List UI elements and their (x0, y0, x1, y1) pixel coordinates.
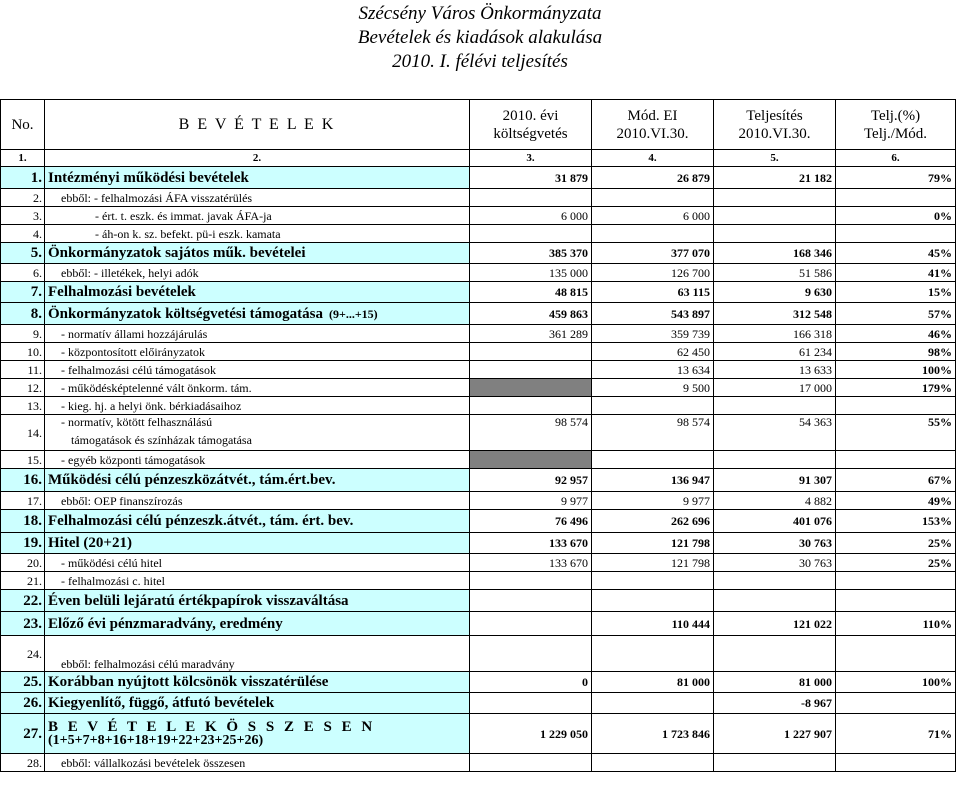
row-label (45, 282, 470, 303)
modified-cell: 1 723 846 (592, 714, 714, 754)
actual-cell (714, 397, 836, 415)
header-no: No. (1, 100, 45, 150)
row-number: 6. (1, 264, 45, 282)
percent-cell: 100% (836, 672, 956, 693)
row-number: 3. (1, 207, 45, 225)
modified-cell: 110 444 (592, 612, 714, 636)
table-row (1, 282, 956, 303)
row-number: 16. (1, 469, 45, 492)
row-number: 24. (1, 636, 45, 672)
modified-cell: 121 798 (592, 533, 714, 554)
row-number: 11. (1, 361, 45, 379)
row-number: 25. (1, 672, 45, 693)
actual-cell: -8 967 (714, 693, 836, 714)
row-number: 28. (1, 754, 45, 772)
table-row (1, 225, 956, 243)
label-suffix: (9+...+15) (328, 306, 378, 321)
header-modified: Mód. EI 2010.VI.30. (592, 100, 714, 150)
modified-cell: 81 000 (592, 672, 714, 693)
actual-cell: 13 633 (714, 361, 836, 379)
table-row (1, 264, 956, 282)
budget-cell (470, 361, 592, 379)
modified-cell: 136 947 (592, 469, 714, 492)
percent-cell: 98% (836, 343, 956, 361)
percent-cell (836, 451, 956, 469)
percent-cell (836, 590, 956, 612)
table-row (1, 590, 956, 612)
modified-cell: 262 696 (592, 510, 714, 533)
row-label (45, 189, 470, 207)
label-text: - működésképtelenné vált önkorm. tám. (61, 380, 252, 395)
percent-cell: 57% (836, 303, 956, 325)
row-label (45, 225, 470, 243)
modified-cell (592, 693, 714, 714)
budget-cell (470, 754, 592, 772)
row-number: 1. (1, 167, 45, 189)
budget-cell: 31 879 (470, 167, 592, 189)
row-label (45, 379, 470, 397)
row-label (45, 325, 470, 343)
row-label (45, 590, 470, 612)
budget-cell: 76 496 (470, 510, 592, 533)
label-text: - normatív állami hozzájárulás (61, 326, 208, 341)
modified-cell (592, 572, 714, 590)
row-label (45, 361, 470, 379)
index-cell: 4. (592, 150, 714, 167)
budget-cell (470, 590, 592, 612)
actual-cell: 21 182 (714, 167, 836, 189)
table-row (1, 451, 956, 469)
modified-cell: 62 450 (592, 343, 714, 361)
table-row (1, 343, 956, 361)
percent-cell (836, 693, 956, 714)
label-text: Korábban nyújtott kölcsönök visszatérülése (48, 674, 329, 690)
revenue-table (0, 99, 956, 772)
label-text: - áh-on k. sz. befekt. pü-i eszk. kamata (95, 226, 281, 241)
percent-cell (836, 189, 956, 207)
row-label (45, 469, 470, 492)
budget-cell: 9 977 (470, 492, 592, 510)
percent-cell (836, 754, 956, 772)
label-text: Felhalmozási bevételek (48, 284, 196, 300)
label-text: - működési célú hitel (61, 555, 162, 570)
index-cell: 2. (45, 150, 470, 167)
label-text: - kieg. hj. a helyi önk. bérkiadásaihoz (61, 398, 242, 413)
table-row (1, 572, 956, 590)
row-number: 5. (1, 243, 45, 264)
row-label (45, 672, 470, 693)
row-label (45, 636, 470, 672)
row-label (45, 243, 470, 264)
modified-cell (592, 225, 714, 243)
row-number: 20. (1, 554, 45, 572)
label-text: ebből: felhalmozási célú maradvány (61, 657, 235, 671)
budget-cell: 459 863 (470, 303, 592, 325)
table-row (1, 189, 956, 207)
row-label (45, 207, 470, 225)
actual-cell: 54 363 (714, 415, 836, 451)
actual-cell (714, 225, 836, 243)
row-label (45, 167, 470, 189)
index-cell: 3. (470, 150, 592, 167)
row-number: 19. (1, 533, 45, 554)
row-number: 2. (1, 189, 45, 207)
modified-cell (592, 636, 714, 672)
percent-cell (836, 225, 956, 243)
label-text: - felhalmozási c. hitel (61, 573, 165, 588)
modified-cell: 377 070 (592, 243, 714, 264)
budget-cell (470, 343, 592, 361)
label-text: Felhalmozási célú pénzeszk.átvét., tám. ért. bev. (48, 513, 354, 529)
table-row (1, 714, 956, 754)
budget-cell (470, 189, 592, 207)
label-text: Előző évi pénzmaradvány, eredmény (48, 615, 283, 632)
table-row (1, 243, 956, 264)
doc-title: Bevételek és kiadások alakulása (357, 27, 603, 48)
row-number: 9. (1, 325, 45, 343)
actual-cell: 166 318 (714, 325, 836, 343)
budget-cell: 385 370 (470, 243, 592, 264)
row-label (45, 397, 470, 415)
actual-cell (714, 451, 836, 469)
label-text: Önkormányzatok költségvetési támogatása (48, 305, 323, 322)
row-number: 15. (1, 451, 45, 469)
table-row (1, 325, 956, 343)
table-row (1, 207, 956, 225)
percent-cell: 45% (836, 243, 956, 264)
modified-cell: 9 977 (592, 492, 714, 510)
label-text: ebből: - illetékek, helyi adók (61, 265, 199, 280)
label-text: Intézményi működési bevételek (48, 169, 249, 186)
label-text: Működési célú pénzeszközátvét., tám.ért.bev. (48, 472, 336, 488)
row-number: 10. (1, 343, 45, 361)
actual-cell (714, 572, 836, 590)
table-row (1, 672, 956, 693)
row-label (45, 343, 470, 361)
budget-cell: 92 957 (470, 469, 592, 492)
modified-cell: 6 000 (592, 207, 714, 225)
label-text: - ért. t. eszk. és immat. javak ÁFA-ja (95, 208, 272, 223)
budget-cell: 98 574 (470, 415, 592, 451)
table-row (1, 510, 956, 533)
label-text: Kiegyenlítő, függő, átfutó bevételek (48, 695, 275, 711)
percent-cell: 55% (836, 415, 956, 451)
row-number: 12. (1, 379, 45, 397)
actual-cell: 4 882 (714, 492, 836, 510)
budget-cell: 133 670 (470, 533, 592, 554)
label-text: Hitel (20+21) (48, 535, 132, 551)
modified-cell: 121 798 (592, 554, 714, 572)
percent-cell: 49% (836, 492, 956, 510)
label-text: - központosított előirányzatok (61, 344, 205, 359)
header-row (1, 100, 956, 150)
table-row (1, 554, 956, 572)
table-row (1, 754, 956, 772)
actual-cell (714, 754, 836, 772)
actual-cell: 30 763 (714, 554, 836, 572)
row-label (45, 451, 470, 469)
row-number: 18. (1, 510, 45, 533)
row-number: 27. (1, 714, 45, 754)
total-formula: (1+5+7+8+16+18+19+22+23+25+26) (48, 732, 264, 748)
actual-cell: 81 000 (714, 672, 836, 693)
row-label (45, 612, 470, 636)
table-row (1, 303, 956, 325)
label-text: Éven belüli lejáratú értékpapírok visszaváltása (48, 592, 349, 609)
row-number: 21. (1, 572, 45, 590)
actual-cell (714, 207, 836, 225)
label-text: ebből: vállalkozási bevételek összesen (61, 755, 246, 770)
budget-cell: 135 000 (470, 264, 592, 282)
percent-cell: 71% (836, 714, 956, 754)
modified-cell: 359 739 (592, 325, 714, 343)
row-number: 7. (1, 282, 45, 303)
label-text: - felhalmozási célú támogatások (61, 362, 216, 377)
row-label (45, 754, 470, 772)
percent-cell: 179% (836, 379, 956, 397)
budget-cell: 48 815 (470, 282, 592, 303)
modified-cell (592, 754, 714, 772)
row-label (45, 415, 470, 451)
table-row (1, 397, 956, 415)
row-label (45, 714, 470, 754)
actual-cell: 312 548 (714, 303, 836, 325)
modified-cell: 13 634 (592, 361, 714, 379)
header-actual: Teljesítés 2010.VI.30. (714, 100, 836, 150)
header-percent: Telj.(%) Telj./Mód. (836, 100, 956, 150)
budget-cell (470, 451, 592, 469)
row-label (45, 510, 470, 533)
budget-cell (470, 379, 592, 397)
actual-cell: 61 234 (714, 343, 836, 361)
row-number: 22. (1, 590, 45, 612)
label-line: támogatások és színházak támogatása (71, 433, 252, 447)
percent-cell (836, 397, 956, 415)
row-number: 17. (1, 492, 45, 510)
table-row (1, 612, 956, 636)
modified-cell: 126 700 (592, 264, 714, 282)
header-budget: 2010. évi költségvetés (470, 100, 592, 150)
percent-cell: 25% (836, 554, 956, 572)
total-label: B E V É T E L E K Ö S S Z E S E N (48, 718, 376, 735)
modified-cell: 63 115 (592, 282, 714, 303)
modified-cell: 543 897 (592, 303, 714, 325)
org-title: Szécsény Város Önkormányzata (358, 3, 602, 24)
label-text: ebből: - felhalmozási ÁFA visszatérülés (61, 190, 253, 205)
row-number: 4. (1, 225, 45, 243)
period-title: 2010. I. félévi teljesítés (392, 51, 568, 72)
actual-cell (714, 636, 836, 672)
row-number: 14. (1, 415, 45, 451)
table-row (1, 361, 956, 379)
row-label (45, 693, 470, 714)
header-label: B E V É T E L E K (45, 100, 470, 150)
table-row (1, 379, 956, 397)
row-number: 8. (1, 303, 45, 325)
table-row (1, 167, 956, 189)
budget-cell (470, 225, 592, 243)
row-number: 23. (1, 612, 45, 636)
budget-cell (470, 397, 592, 415)
actual-cell (714, 590, 836, 612)
modified-cell: 9 500 (592, 379, 714, 397)
row-label (45, 533, 470, 554)
percent-cell: 46% (836, 325, 956, 343)
row-label (45, 572, 470, 590)
row-number: 26. (1, 693, 45, 714)
table-row (1, 636, 956, 672)
budget-cell: 361 289 (470, 325, 592, 343)
table-row (1, 492, 956, 510)
table-row (1, 469, 956, 492)
actual-cell: 121 022 (714, 612, 836, 636)
label-line: - normatív, kötött felhasználású (61, 415, 213, 429)
percent-cell: 41% (836, 264, 956, 282)
actual-cell: 1 227 907 (714, 714, 836, 754)
percent-cell: 0% (836, 207, 956, 225)
row-label (45, 492, 470, 510)
percent-cell: 15% (836, 282, 956, 303)
row-number: 13. (1, 397, 45, 415)
actual-cell: 168 346 (714, 243, 836, 264)
row-label (45, 554, 470, 572)
row-label (45, 303, 470, 325)
budget-cell (470, 636, 592, 672)
modified-cell (592, 590, 714, 612)
modified-cell: 98 574 (592, 415, 714, 451)
percent-cell: 100% (836, 361, 956, 379)
actual-cell: 17 000 (714, 379, 836, 397)
budget-cell (470, 612, 592, 636)
label-text: - egyéb központi támogatások (61, 452, 206, 467)
percent-cell: 67% (836, 469, 956, 492)
index-cell: 6. (836, 150, 956, 167)
index-cell: 1. (1, 150, 45, 167)
actual-cell: 51 586 (714, 264, 836, 282)
percent-cell: 153% (836, 510, 956, 533)
table-row (1, 533, 956, 554)
modified-cell (592, 451, 714, 469)
modified-cell: 26 879 (592, 167, 714, 189)
budget-cell: 133 670 (470, 554, 592, 572)
actual-cell: 91 307 (714, 469, 836, 492)
modified-cell (592, 189, 714, 207)
budget-cell (470, 572, 592, 590)
index-row (1, 150, 956, 167)
table-row (1, 415, 956, 451)
percent-cell: 79% (836, 167, 956, 189)
budget-cell: 1 229 050 (470, 714, 592, 754)
budget-cell (470, 693, 592, 714)
actual-cell: 9 630 (714, 282, 836, 303)
table-row (1, 693, 956, 714)
modified-cell (592, 397, 714, 415)
percent-cell: 110% (836, 612, 956, 636)
label-text: Önkormányzatok sajátos műk. bevételei (48, 245, 306, 261)
actual-cell: 401 076 (714, 510, 836, 533)
percent-cell (836, 636, 956, 672)
actual-cell (714, 189, 836, 207)
actual-cell: 30 763 (714, 533, 836, 554)
label-text: ebből: OEP finanszírozás (61, 493, 183, 508)
percent-cell: 25% (836, 533, 956, 554)
index-cell: 5. (714, 150, 836, 167)
percent-cell (836, 572, 956, 590)
budget-cell: 6 000 (470, 207, 592, 225)
row-label (45, 264, 470, 282)
budget-cell: 0 (470, 672, 592, 693)
